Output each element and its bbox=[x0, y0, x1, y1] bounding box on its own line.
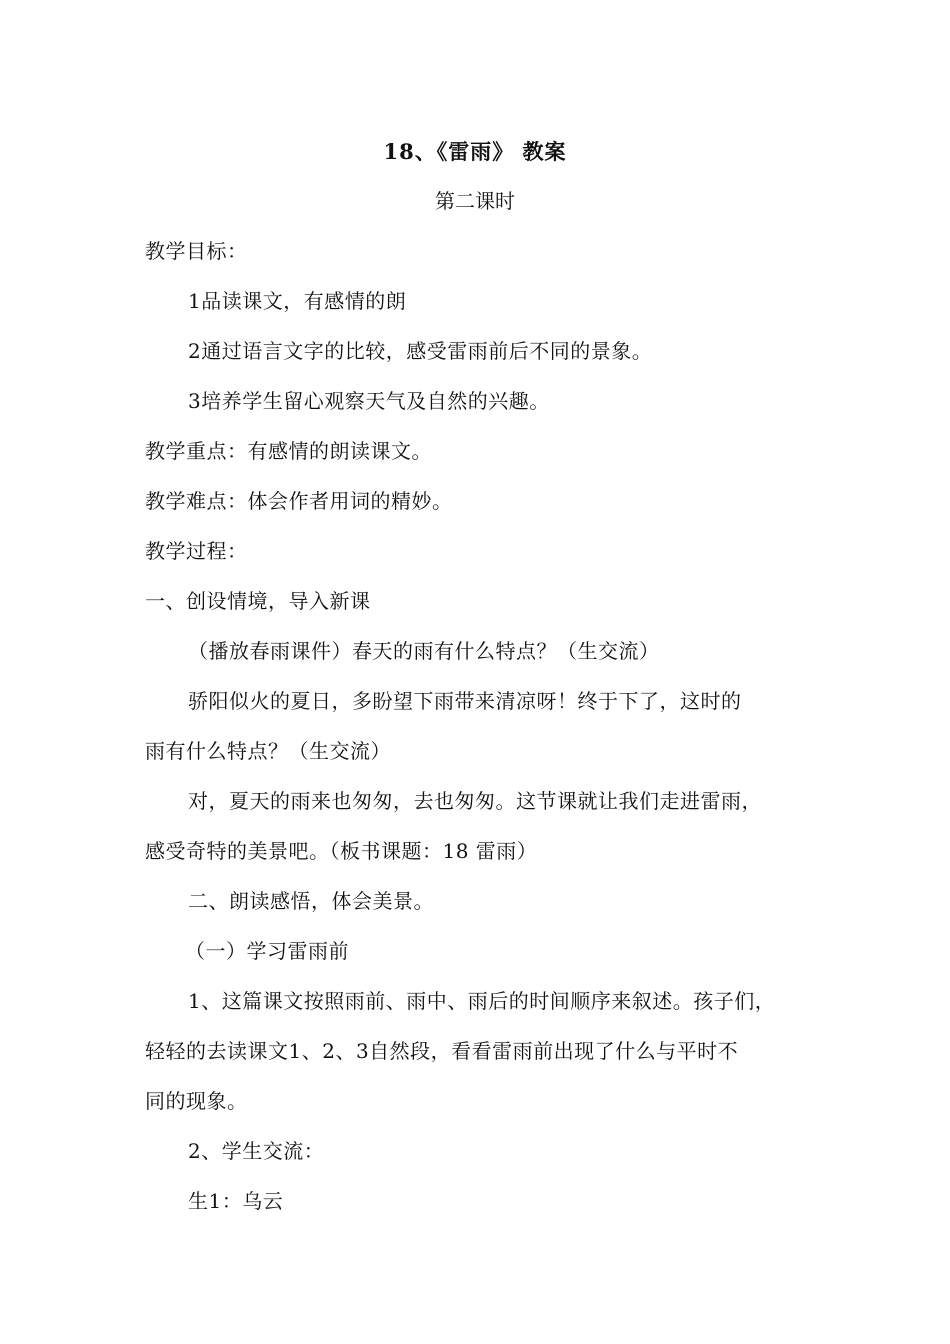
heading-teaching-goals: 教学目标： bbox=[145, 239, 248, 263]
paragraph-line: 骄阳似火的夏日，多盼望下雨带来清凉呀！终于下了，这时的 bbox=[188, 689, 742, 713]
section-2-heading: 二、朗读感悟，体会美景。 bbox=[188, 889, 434, 913]
goal-item-2: 2通过语言文字的比较，感受雷雨前后不同的景象。 bbox=[188, 339, 653, 363]
paragraph-line: 对，夏天的雨来也匆匆，去也匆匆。这节课就让我们走进雷雨， bbox=[188, 789, 762, 813]
paragraph-line: 生1：乌云 bbox=[188, 1189, 284, 1213]
paragraph-line: 同的现象。 bbox=[145, 1089, 248, 1113]
heading-teaching-process: 教学过程： bbox=[145, 539, 248, 563]
paragraph-line: 轻轻的去读课文1、2、3自然段，看看雷雨前出现了什么与平时不 bbox=[145, 1039, 739, 1063]
goal-item-1: 1品读课文，有感情的朗 bbox=[188, 289, 407, 313]
paragraph-line: 2、学生交流： bbox=[188, 1139, 325, 1163]
paragraph-line: （播放春雨课件）春天的雨有什么特点？（生交流） bbox=[188, 639, 660, 663]
section-1-heading: 一、创设情境，导入新课 bbox=[145, 589, 371, 613]
goal-item-3: 3培养学生留心观察天气及自然的兴趣。 bbox=[188, 389, 550, 413]
teaching-focus: 教学重点：有感情的朗读课文。 bbox=[145, 439, 432, 463]
paragraph-line: 感受奇特的美景吧。（板书课题：18 雷雨） bbox=[145, 839, 538, 863]
paragraph-line: 1、这篇课文按照雨前、雨中、雨后的时间顺序来叙述。孩子们， bbox=[188, 989, 776, 1013]
document-title: 18、《雷雨》 教案 bbox=[383, 139, 567, 164]
subsection-heading: （一）学习雷雨前 bbox=[185, 939, 349, 963]
paragraph-line: 雨有什么特点？（生交流） bbox=[145, 739, 391, 763]
document-subtitle: 第二课时 bbox=[435, 189, 515, 213]
teaching-difficulty: 教学难点：体会作者用词的精妙。 bbox=[145, 489, 453, 513]
